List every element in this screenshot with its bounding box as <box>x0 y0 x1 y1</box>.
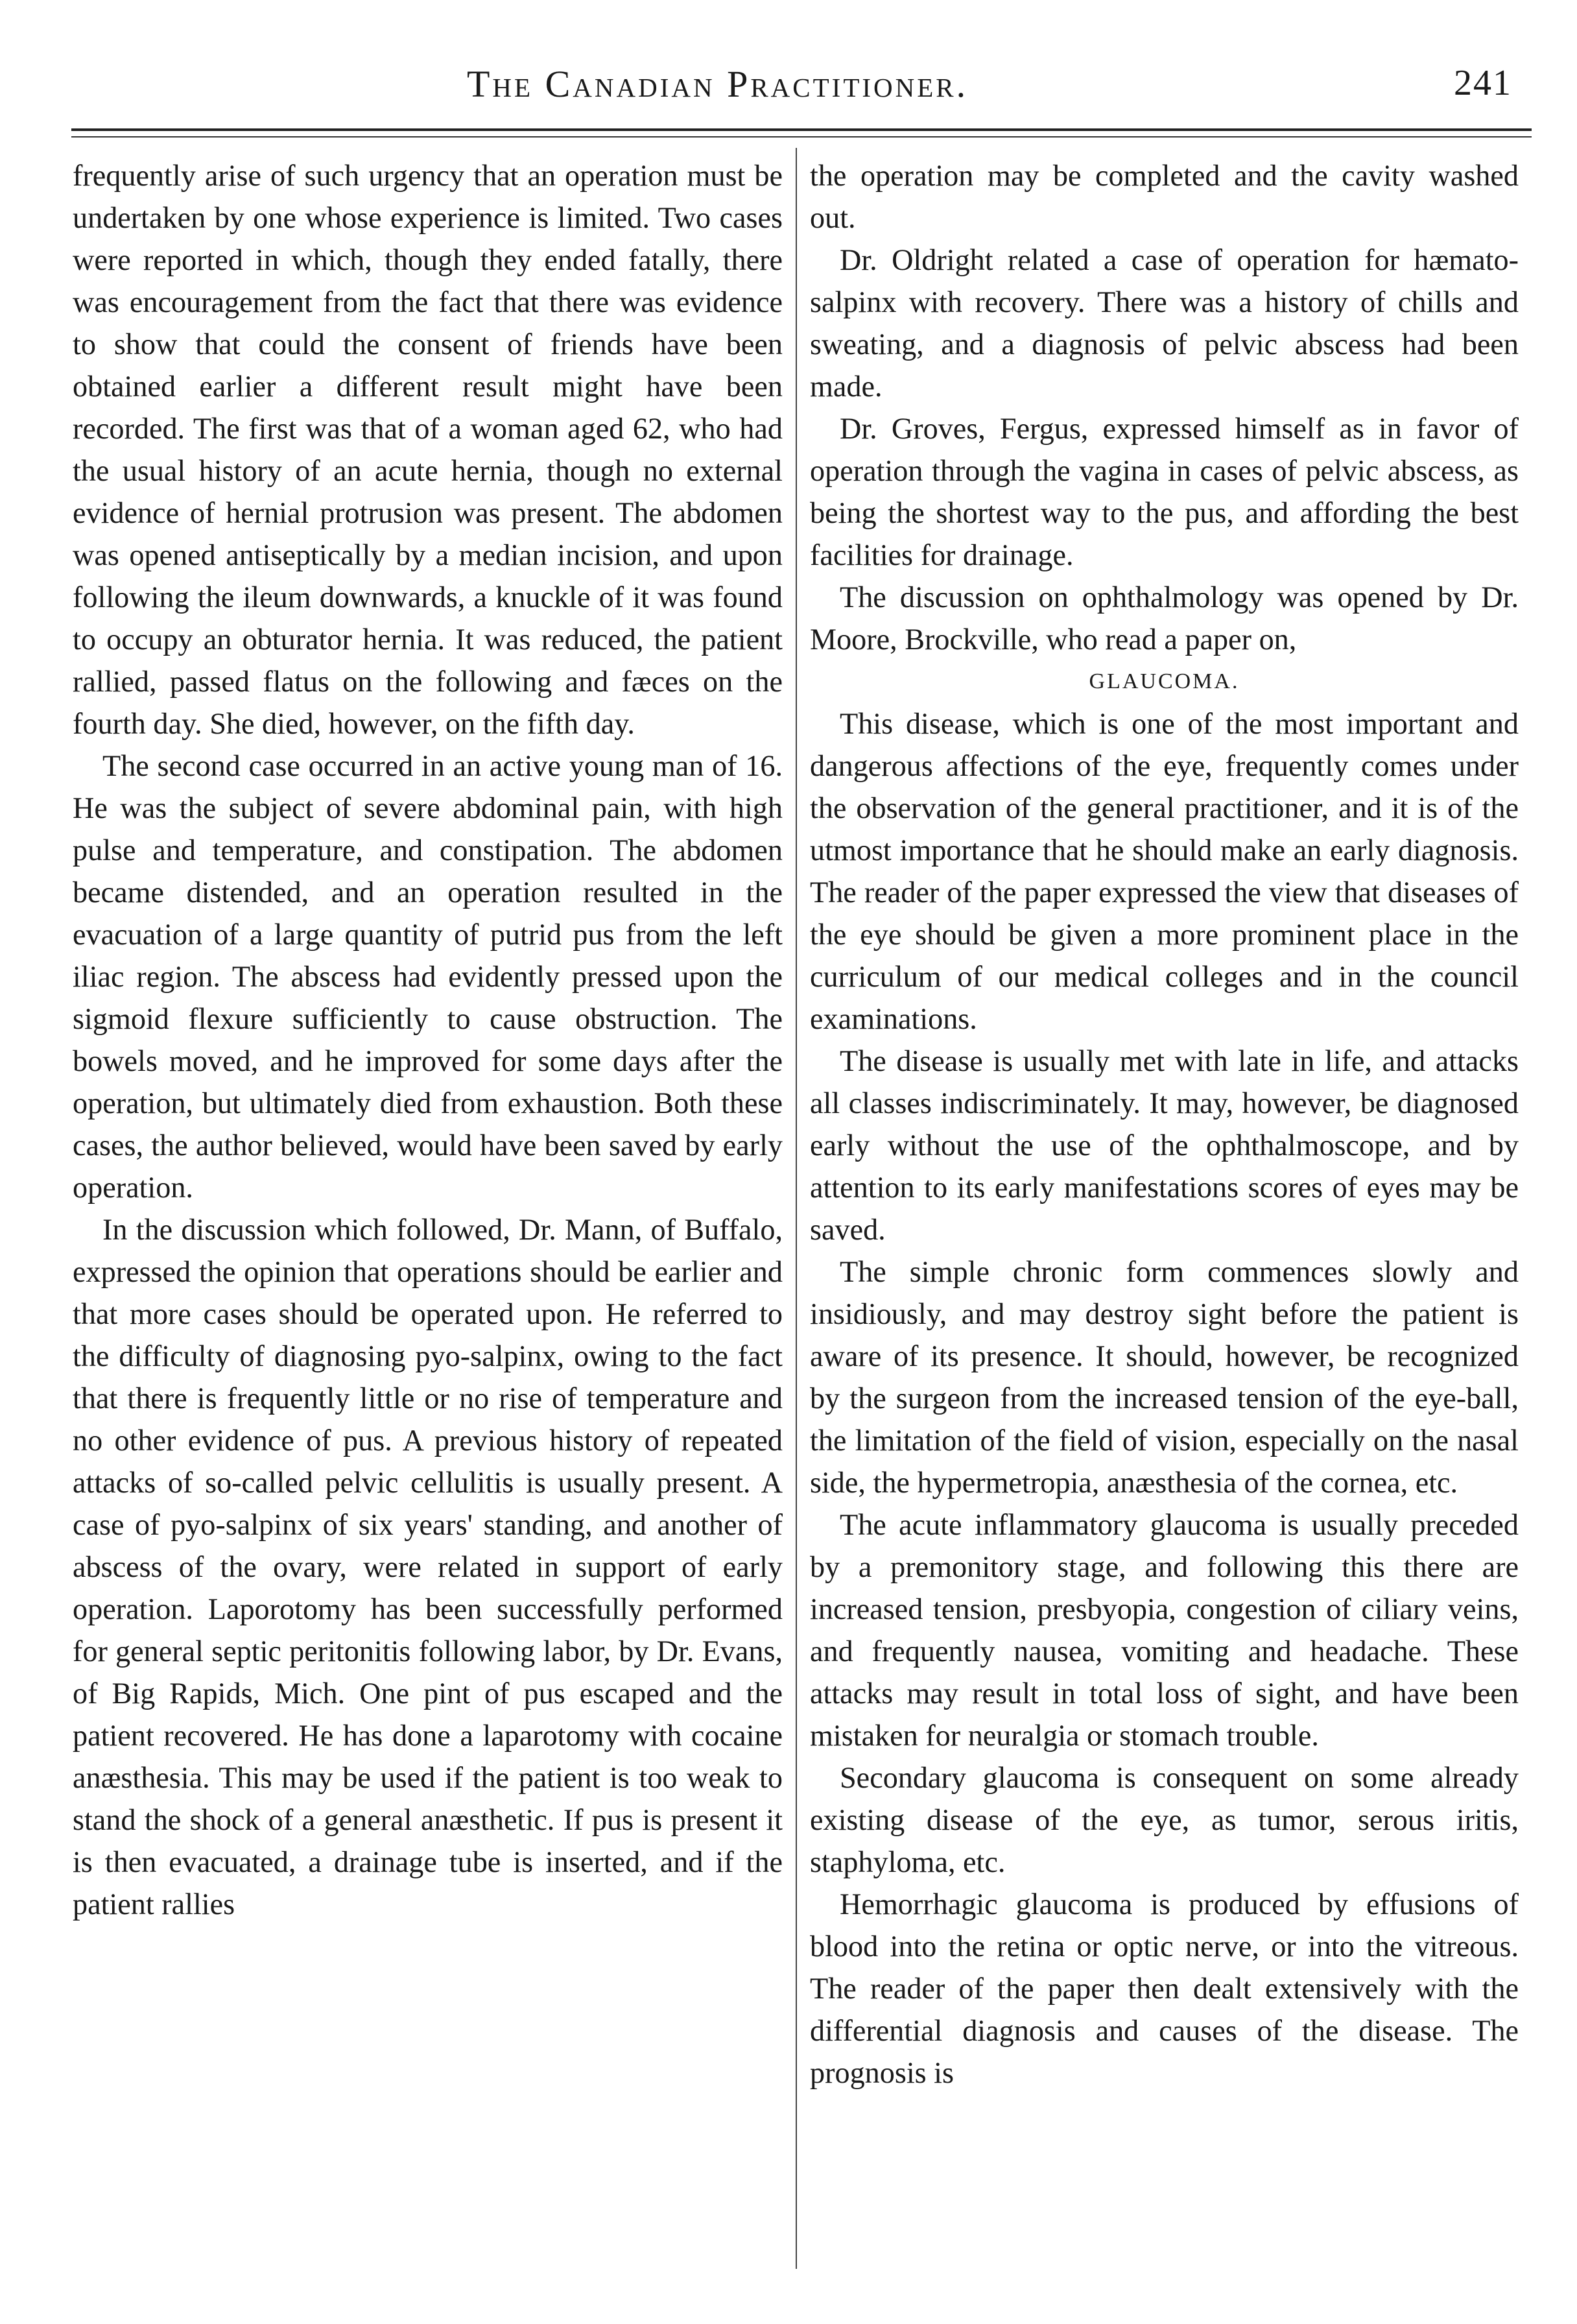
paragraph: The discussion on ophthalmology was opened by Dr. Moore, Brockville, who read a paper on, <box>810 581 1519 656</box>
paragraph: Dr. Groves, Fergus, expressed himself as in favor of operation through the vagina in cases of pelvic abscess, as being the shortest way to the pus, and affording the best facilities for drainage. <box>810 412 1519 571</box>
running-title: The Canadian Practitioner. <box>467 63 969 105</box>
page-number: 241 <box>1454 63 1512 103</box>
paragraph: The disease is usually met with late in life, and attacks all classes indiscriminately. It may, however, be diagnosed early without the use of the ophthalmoscope, and by attention to its early manifestations scores of eyes may be saved. <box>810 1044 1519 1246</box>
paragraph: the operation may be completed and the cavity washed out. <box>810 159 1519 234</box>
paragraph: Dr. Oldright related a case of operation for hæmato-salpinx with recovery. There was a history of chills and sweating, and a diagnosis of pelvic abscess had been made. <box>810 243 1519 403</box>
paragraph: frequently arise of such urgency that an operation must be undertaken by one whose experience is limited. Two cases were reported in which, though they ended fatally, there was encouragement from the fact that there was evidence to show that could the consent of friends have been obtained earlier a different result might have been recorded. The first was that of a woman aged 62, who had the usual history of an acute hernia, though no external evidence of hernial protrusion was present. The abdomen was opened antiseptically by a median incision, and upon following the ileum downwards, a knuckle of it was found to occupy an obturator hernia. It was reduced, the patient rallied, passed flatus on the following and fæces on the fourth day. She died, however, on the fifth day. <box>73 159 783 740</box>
paragraph: The acute inflammatory glaucoma is usually preceded by a premonitory stage, and following this there are increased tension, presbyopia, congestion of ciliary veins, and frequently nausea, vomiting and headache. These attacks may result in total loss of sight, and have been mistaken for neuralgia or stomach trouble. <box>810 1508 1519 1752</box>
right-column <box>810 154 1519 2094</box>
page-header <box>78 62 1532 114</box>
paragraph: The simple chronic form commences slowly and insidiously, and may destroy sight before the patient is aware of its presence. It should, however, be recognized by the surgeon from the increased tension of the eye-ball, the limitation of the field of vision, especially on the nasal side, the hypermetropia, anæsthesia of the cornea, etc. <box>810 1255 1519 1499</box>
column-divider <box>796 148 797 2269</box>
left-column <box>73 154 783 1925</box>
paragraph: This disease, which is one of the most important and dangerous affections of the eye, frequently comes under the observation of the general practitioner, and it is of the utmost importance that he should make an early diagnosis. The reader of the paper expressed the view that diseases of the eye should be given a more prominent place in the curriculum of our medical colleges and in the council examinations. <box>810 707 1519 1035</box>
header-rule-thick <box>71 128 1532 131</box>
header-rule-thin <box>71 136 1532 138</box>
paragraph: In the discussion which followed, Dr. Mann, of Buffalo, expressed the opinion that operations should be earlier and that more cases should be operated upon. He referred to the difficulty of diagnosing pyo-salpinx, owing to the fact that there is frequently little or no rise of temperature and no other evidence of pus. A previous history of repeated attacks of so-called pelvic cellulitis is usually present. A case of pyo-salpinx of six years' standing, and another of abscess of the ovary, were related in support of early operation. Laporotomy has been successfully performed for general septic peritonitis following labor, by Dr. Evans, of Big Rapids, Mich. One pint of pus escaped and the patient recovered. He has done a laparotomy with cocaine anæsthesia. This may be used if the patient is too weak to stand the shock of a general anæsthetic. If pus is present it is then evacuated, a drainage tube is inserted, and if the patient rallies <box>73 1213 783 1921</box>
paragraph: The second case occurred in an active young man of 16. He was the subject of severe abdominal pain, with high pulse and temperature, and constipation. The abdomen became distended, and an operation resulted in the evacuation of a large quantity of putrid pus from the left iliac region. The abscess had evidently pressed upon the sigmoid flexure sufficiently to cause obstruction. The bowels moved, and he improved for some days after the operation, but ultimately died from exhaustion. Both these cases, the author believed, would have been saved by early operation. <box>73 749 783 1204</box>
section-heading: GLAUCOMA. <box>1089 669 1240 693</box>
paragraph: Hemorrhagic glaucoma is produced by effusions of blood into the retina or optic nerve, or into the vitreous. The reader of the paper then dealt extensively with the differential diagnosis and causes of the disease. The prognosis is <box>810 1887 1519 2089</box>
paragraph: Secondary glaucoma is consequent on some already existing disease of the eye, as tumor, serous iritis, staphyloma, etc. <box>810 1761 1519 1878</box>
